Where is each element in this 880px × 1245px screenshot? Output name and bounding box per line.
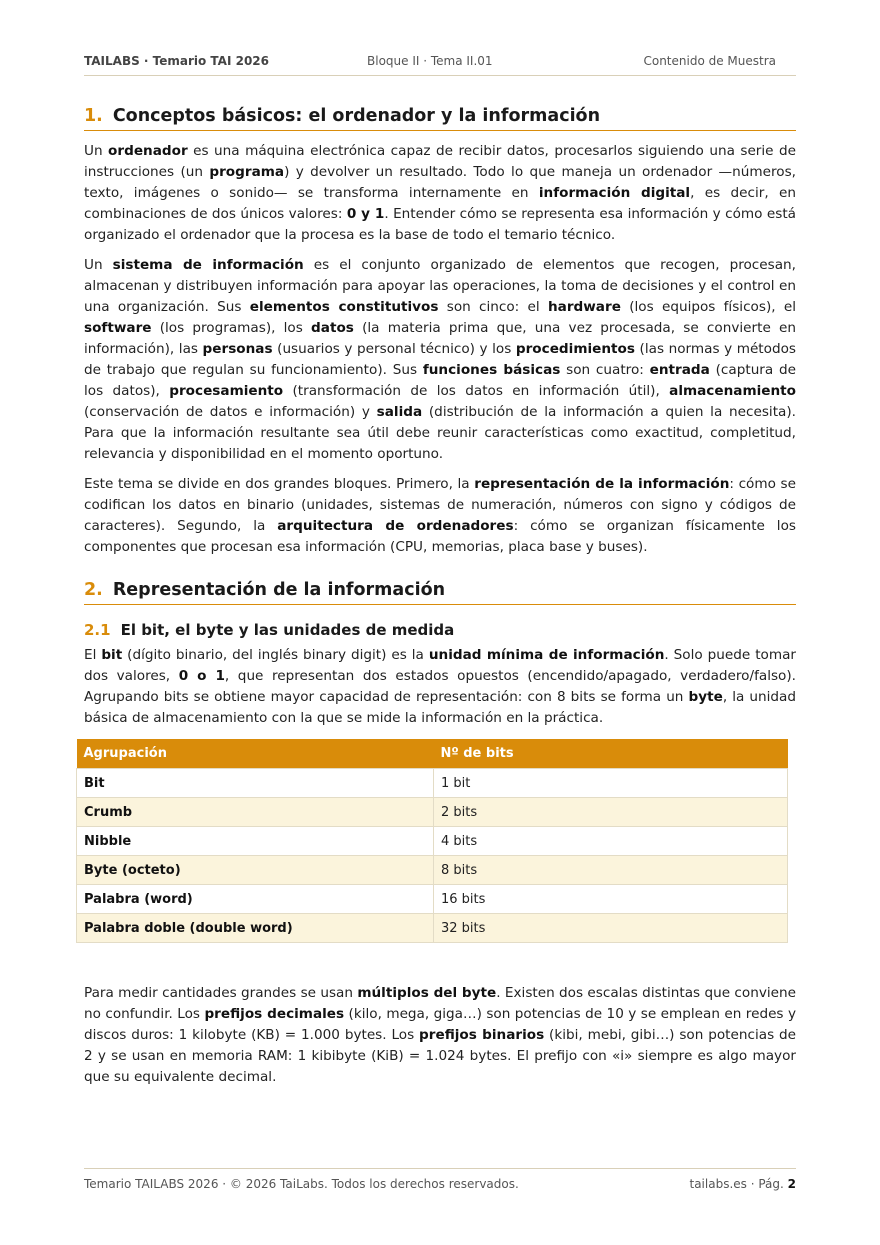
text-run: (la materia prima que, una vez procesada, se convierte en información), las	[84, 320, 796, 357]
bold-term: software	[84, 320, 152, 336]
bold-term: funciones básicas	[422, 362, 561, 378]
table-header-row	[77, 739, 788, 769]
text-run: son cinco: el	[438, 299, 548, 315]
text-run: . Solo puede tomar dos valores,	[84, 647, 796, 684]
bold-term: byte	[688, 689, 723, 705]
bold-term: prefijos decimales	[204, 1006, 345, 1022]
footer-page-info	[690, 1177, 797, 1191]
bold-term: unidad mínima de información	[428, 647, 665, 663]
text-run: (captura de los datos),	[84, 362, 797, 399]
grouping-name-cell: Crumb	[77, 798, 434, 827]
table-row	[77, 798, 788, 827]
text-run: , que representan dos estados opuestos (encendido/apagado, verdadero/falso). Agrupando bits se obtiene mayor capacidad de representación: con 8 bits se forma un	[84, 668, 796, 705]
text-run: (distribución de la información a quien la necesita). Para que la información resultante sea útil debe reunir características como exactitud, completitud, relevancia y disponibilidad en el momento oportuno.	[84, 404, 796, 462]
bit-count-cell: 4 bits	[434, 827, 788, 856]
text-run: (dígito binario, del inglés binary digit) es la	[122, 647, 429, 663]
bold-term: hardware	[547, 299, 621, 315]
section-1-paragraph-2	[84, 255, 796, 465]
bold-term: ordenador	[108, 143, 188, 159]
text-run: (usuarios y personal técnico) y los	[272, 341, 516, 357]
text-run: Un	[84, 257, 113, 273]
bit-count-cell: 1 bit	[434, 769, 788, 798]
text-run: (kilo, mega, giga…) son potencias de 10 y se emplean en redes y discos duros: 1 kilobyte (KB) = 1.000 bytes. Los	[84, 1006, 796, 1043]
header-center: Bloque II · Tema II.01	[367, 54, 493, 68]
bold-term: salida	[376, 404, 423, 420]
text-run: Este tema se divide en dos grandes bloques. Primero, la	[84, 476, 475, 492]
bit-count-cell: 16 bits	[434, 885, 788, 914]
bold-term: bit	[101, 647, 123, 663]
grouping-name-cell: Palabra (word)	[77, 885, 434, 914]
bold-term: arquitectura de ordenadores	[277, 518, 514, 534]
text-run: : cómo se organizan físicamente los componentes que procesan esa información (CPU, memorias, placa base y buses).	[84, 518, 796, 555]
bold-term: elementos constitutivos	[249, 299, 439, 315]
grouping-name-cell: Bit	[77, 769, 434, 798]
text-run: El	[84, 647, 102, 663]
table-header-cell: Nº de bits	[434, 739, 788, 769]
bit-count-cell: 32 bits	[434, 914, 788, 943]
text-run: : cómo se codifican los datos en binario (unidades, sistemas de numeración, números con signo y códigos de caracteres). Segundo, la	[84, 476, 796, 534]
text-run: (conservación de datos e información) y	[84, 404, 377, 420]
section-1-paragraph-3	[84, 474, 796, 558]
table-row	[77, 856, 788, 885]
grouping-name-cell: Nibble	[77, 827, 434, 856]
page-footer	[84, 1168, 796, 1199]
text-run: (las normas y métodos de trabajo que regulan su funcionamiento). Sus	[84, 341, 796, 378]
section-2-heading	[84, 580, 796, 605]
bold-term: personas	[202, 341, 273, 357]
table-row	[77, 885, 788, 914]
bold-term: 0 o 1	[178, 668, 225, 684]
text-run: es una máquina electrónica capaz de recibir datos, procesarlos siguiendo una serie de instrucciones (un	[84, 143, 796, 180]
bold-term: procesamiento	[169, 383, 284, 399]
page-header	[84, 53, 796, 76]
header-right: Contenido de Muestra	[643, 54, 776, 68]
subsection-2-1-paragraph-1	[84, 645, 796, 729]
grouping-name-cell: Byte (octeto)	[77, 856, 434, 885]
bold-term: almacenamiento	[669, 383, 796, 399]
bit-count-cell: 2 bits	[434, 798, 788, 827]
section-2-title: Representación de la información	[112, 580, 446, 600]
subsection-2-1-title: El bit, el byte y las unidades de medida	[120, 621, 455, 639]
text-run: ) y devolver un resultado. Todo lo que maneja un ordenador —números, texto, imágenes o sonido— se transforma internamente en	[84, 164, 796, 201]
bold-term: programa	[209, 164, 285, 180]
text-run: (los programas), los	[151, 320, 312, 336]
text-run: , la unidad básica de almacenamiento con la que se mide la información en la práctica.	[84, 689, 796, 726]
section-1-paragraph-1	[84, 141, 796, 246]
section-1-number: 1.	[84, 106, 103, 126]
bold-term: información digital	[538, 185, 691, 201]
table-row	[77, 827, 788, 856]
text-run: . Existen dos escalas distintas que conviene no confundir. Los	[84, 985, 796, 1022]
bold-term: prefijos binarios	[419, 1027, 545, 1043]
table-header-cell: Agrupación	[77, 739, 434, 769]
page-content	[84, 106, 796, 1097]
text-run: (transformación de los datos en información útil),	[283, 383, 670, 399]
subsection-2-1-number: 2.1	[84, 621, 111, 639]
table-row	[77, 769, 788, 798]
subsection-2-1-paragraph-2	[84, 983, 796, 1088]
subsection-2-1-heading	[84, 621, 796, 639]
bold-term: entrada	[649, 362, 710, 378]
footer-site: tailabs.es · Pág.	[689, 1177, 788, 1191]
section-2-number: 2.	[84, 580, 103, 600]
text-run: (kibi, mebi, gibi…) son potencias de 2 y se usan en memoria RAM: 1 kibibyte (KiB) = 1.024 bytes. El prefijo con «i» siempre es algo mayor que su equivalente decimal.	[84, 1027, 796, 1085]
section-1-title: Conceptos básicos: el ordenador y la información	[112, 106, 601, 126]
bold-term: sistema de información	[112, 257, 304, 273]
grouping-name-cell: Palabra doble (double word)	[77, 914, 434, 943]
text-run: (los equipos físicos), el	[620, 299, 796, 315]
bold-term: datos	[311, 320, 354, 336]
section-1-heading	[84, 106, 796, 131]
bold-term: múltiplos del byte	[357, 985, 497, 1001]
bold-term: 0 y 1	[346, 206, 385, 222]
footer-copyright: Temario TAILABS 2026 · © 2026 TaiLabs. Todos los derechos reservados.	[84, 1177, 519, 1191]
text-run: . Entender cómo se representa esa información y cómo está organizado el ordenador que la procesa es la base de todo el temario técnico.	[84, 206, 796, 243]
text-run: Un	[84, 143, 109, 159]
bold-term: representación de la información	[474, 476, 730, 492]
page-number: 2	[787, 1177, 796, 1191]
table-row	[77, 914, 788, 943]
header-left: TAILABS · Temario TAI 2026	[84, 54, 270, 68]
bit-groupings-table	[76, 739, 788, 943]
text-run: es el conjunto organizado de elementos que recogen, procesan, almacenan y distribuyen información para apoyar las operaciones, la toma de decisiones y el control en una organización. Sus	[84, 257, 796, 315]
text-run: Para medir cantidades grandes se usan	[84, 985, 358, 1001]
bold-term: procedimientos	[515, 341, 635, 357]
text-run: , es decir, en combinaciones de dos únicos valores:	[84, 185, 797, 222]
bit-count-cell: 8 bits	[434, 856, 788, 885]
text-run: son cuatro:	[560, 362, 650, 378]
